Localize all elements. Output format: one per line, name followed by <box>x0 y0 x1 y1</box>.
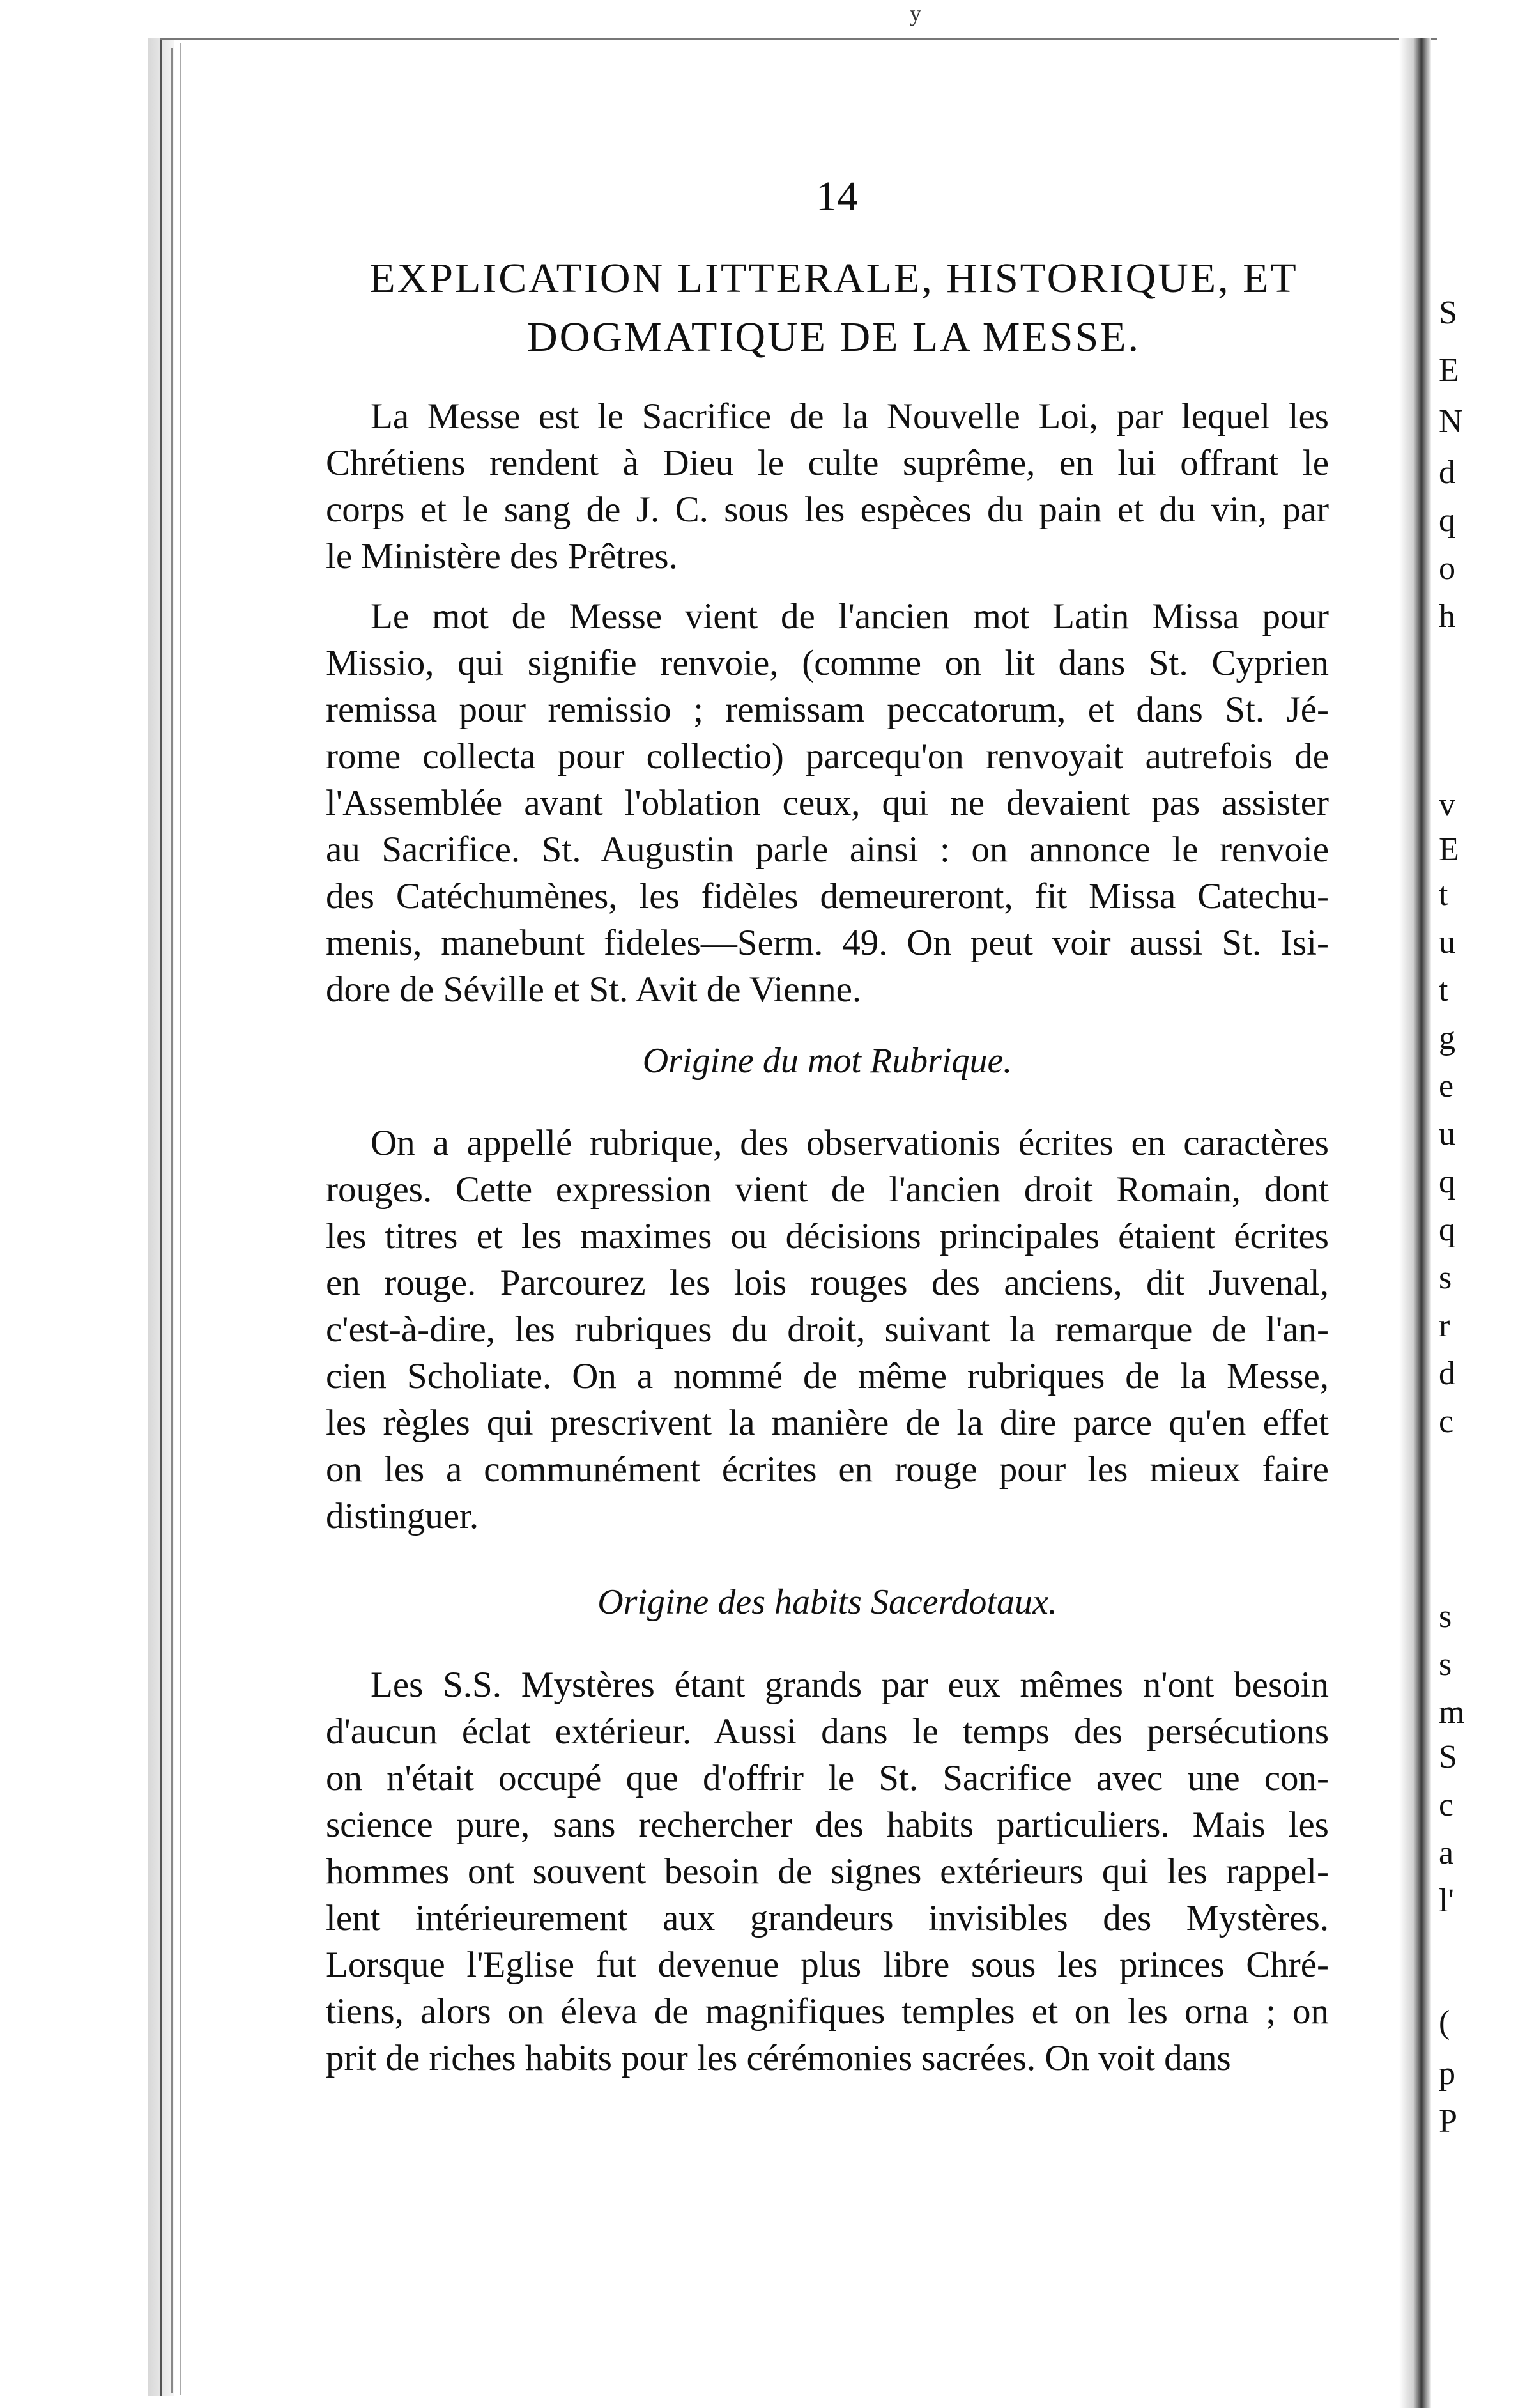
facing-page-letter: r <box>1439 1308 1450 1344</box>
text-line: corps et le sang de J. C. sous les espèces du pain et du vin, par <box>326 490 1329 530</box>
paragraph-habits <box>326 1662 1329 2081</box>
facing-page-letter: s <box>1439 1598 1452 1635</box>
text-line: les règles qui prescrivent la manière de la dire parce qu'en effet <box>326 1403 1329 1443</box>
text-line: Les S.S. Mystères étant grands par eux mêmes n'ont besoin <box>371 1665 1329 1705</box>
facing-page-letter: d <box>1439 454 1455 491</box>
corner-mark: y <box>910 1 921 26</box>
section-heading-habits: Origine des habits Sacerdotaux. <box>597 1582 1057 1622</box>
paragraph-definition <box>326 393 1329 580</box>
text-line: tiens, alors on éleva de magnifiques temples et on les orna ; on <box>326 1991 1329 2032</box>
facing-page-letter: q <box>1439 502 1455 539</box>
facing-page-letter: c <box>1439 1787 1454 1823</box>
facing-page-fragments <box>1431 38 1518 2403</box>
page-edge-line <box>180 43 181 2395</box>
facing-page-letter: E <box>1439 831 1459 868</box>
facing-page-letter: l' <box>1439 1883 1454 1919</box>
facing-page-letter: h <box>1439 598 1455 635</box>
text-line: La Messe est le Sacrifice de la Nouvelle Loi, par lequel les <box>371 396 1329 436</box>
text-line: rouges. Cette expression vient de l'ancien droit Romain, dont <box>326 1169 1329 1210</box>
page-number: 14 <box>816 173 858 220</box>
text-line: On a appellé rubrique, des observationis écrites en caractères <box>371 1123 1329 1163</box>
section-heading-rubrique: Origine du mot Rubrique. <box>642 1041 1013 1081</box>
text-line: des Catéchumènes, les fidèles demeureront, fit Missa Catechu- <box>326 876 1329 916</box>
facing-page-letter: e <box>1439 1068 1454 1104</box>
facing-page-letter: g <box>1439 1020 1455 1056</box>
text-line: Chrétiens rendent à Dieu le culte suprême, en lui offrant le <box>326 443 1329 483</box>
text-line: l'Assemblée avant l'oblation ceux, qui ne devaient pas assister <box>326 783 1329 823</box>
title-line: EXPLICATION LITTERALE, HISTORIQUE, ET <box>369 255 1298 302</box>
paragraph-rubrique <box>326 1120 1329 1540</box>
text-line: rome collecta pour collectio) parcequ'on renvoyait autrefois de <box>326 736 1329 776</box>
text-line: d'aucun éclat extérieur. Aussi dans le temps des persécutions <box>326 1711 1329 1752</box>
facing-page-letter: t <box>1439 972 1448 1008</box>
text-line: prit de riches habits pour les cérémonies sacrées. On voit dans <box>326 2038 1231 2078</box>
facing-page-letter: S <box>1439 295 1457 331</box>
text-line: dore de Séville et St. Avit de Vienne. <box>326 969 862 1010</box>
facing-page-letter: d <box>1439 1355 1455 1392</box>
text-line: science pure, sans rechercher des habits particuliers. Mais les <box>326 1805 1329 1845</box>
facing-page-letter: P <box>1439 2103 1457 2140</box>
text-line: lent intérieurement aux grandeurs invisibles des Mystères. <box>326 1898 1329 1938</box>
text-line: distinguer. <box>326 1496 479 1536</box>
text-line: menis, manebunt fideles—Serm. 49. On peut voir aussi St. Isi- <box>326 923 1329 963</box>
facing-page-letter: q <box>1439 1212 1455 1248</box>
facing-page-letter: u <box>1439 1116 1455 1152</box>
facing-page-letter: c <box>1439 1403 1454 1440</box>
text-line: au Sacrifice. St. Augustin parle ainsi : on annonce le renvoie <box>326 830 1329 870</box>
facing-page-letter: t <box>1439 876 1448 913</box>
text-line: on les a communément écrites en rouge pour les mieux faire <box>326 1449 1329 1490</box>
facing-page-letter: N <box>1439 403 1463 440</box>
text-line: Lorsque l'Eglise fut devenue plus libre sous les princes Chré- <box>326 1945 1329 1985</box>
facing-page-letter: m <box>1439 1694 1465 1731</box>
facing-page-letter: S <box>1439 1739 1457 1775</box>
page-top-edge <box>160 38 1438 40</box>
paragraph-etymology <box>326 593 1329 1013</box>
text-line: le Ministère des Prêtres. <box>326 536 678 576</box>
text-line: hommes ont souvent besoin de signes extérieurs qui les rappel- <box>326 1851 1329 1892</box>
page-title <box>319 249 1348 367</box>
text-line: remissa pour remissio ; remissam peccatorum, et dans St. Jé- <box>326 690 1329 730</box>
facing-page-letter: s <box>1439 1260 1452 1296</box>
facing-page-letter: ( <box>1439 2004 1450 2041</box>
facing-page-letter: o <box>1439 550 1455 587</box>
facing-page-letter: v <box>1439 787 1455 823</box>
facing-page-letter: E <box>1439 352 1459 389</box>
text-line: les titres et les maximes ou décisions principales étaient écrites <box>326 1216 1329 1256</box>
text-line: Missio, qui signifie renvoie, (comme on lit dans St. Cyprien <box>326 643 1329 683</box>
text-line: on n'était occupé que d'offrir le St. Sacrifice avec une con- <box>326 1758 1329 1798</box>
text-line: Le mot de Messe vient de l'ancien mot Latin Missa pour <box>371 596 1329 637</box>
text-line: en rouge. Parcourez les lois rouges des anciens, dit Juvenal, <box>326 1263 1329 1303</box>
facing-page-letter: u <box>1439 924 1455 961</box>
facing-page-letter: s <box>1439 1646 1452 1683</box>
facing-page-letter: p <box>1439 2055 1455 2092</box>
title-line: DOGMATIQUE DE LA MESSE. <box>527 314 1140 360</box>
text-line: cien Scholiate. On a nommé de même rubriques de la Messe, <box>326 1356 1329 1396</box>
page-edge-line <box>160 38 162 2396</box>
facing-page-letter: q <box>1439 1164 1455 1200</box>
book-gutter <box>1399 38 1431 2408</box>
text-line: c'est-à-dire, les rubriques du droit, suivant la remarque de l'an- <box>326 1309 1329 1350</box>
facing-page-letter: a <box>1439 1835 1454 1871</box>
page-edge-line <box>171 48 173 2393</box>
